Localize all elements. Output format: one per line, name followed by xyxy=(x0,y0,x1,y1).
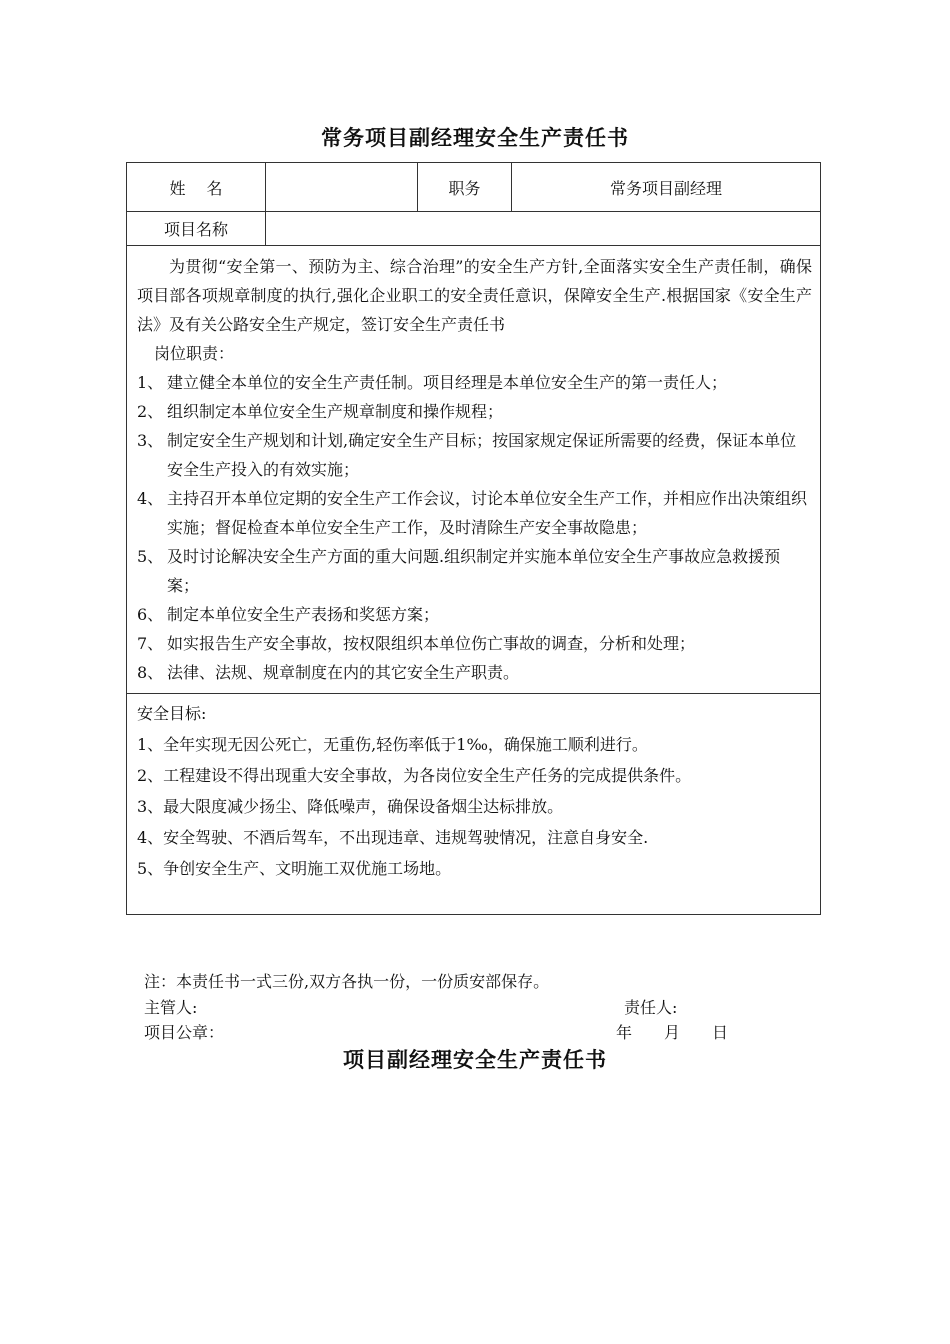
item-text: 主持召开本单位定期的安全生产工作会议，讨论本单位安全生产工作，并相应作出决策组织实施；督促检查本单位安全生产工作，及时清除生产安全事故隐患； xyxy=(167,489,808,537)
position-label: 职务 xyxy=(418,163,512,212)
goal-item: 2、工程建设不得出现重大安全事故，为各岗位安全生产任务的完成提供条件。 xyxy=(137,766,692,785)
goals-heading: 安全目标: xyxy=(137,704,207,723)
list-item xyxy=(137,484,812,542)
second-document-title: 项目副经理安全生产责任书 xyxy=(343,1047,607,1072)
item-number: 4、 xyxy=(137,489,164,508)
document-title: 常务项目副经理安全生产责任书 xyxy=(321,125,629,150)
item-number: 6、 xyxy=(137,605,164,624)
goal-item: 4、安全驾驶、不酒后驾车，不出现违章、违规驾驶情况，注意自身安全. xyxy=(137,828,649,847)
table-row xyxy=(127,246,821,694)
duties-heading: 岗位职责： xyxy=(154,344,235,363)
item-text: 如实报告生产安全事故，按权限组织本单位伤亡事故的调查，分析和处理； xyxy=(167,634,696,653)
item-text: 建立健全本单位的安全生产责任制。项目经理是本单位安全生产的第一责任人； xyxy=(167,373,728,392)
duties-list xyxy=(137,368,812,687)
supervisor-label: 主管人: xyxy=(144,998,198,1017)
item-text: 制定本单位安全生产表扬和奖惩方案； xyxy=(167,605,440,624)
goal-item: 1、全年实现无因公死亡，无重伤,轻伤率低于1‰，确保施工顺利进行。 xyxy=(137,735,648,754)
goal-item: 5、争创安全生产、文明施工双优施工场地。 xyxy=(137,859,452,878)
item-number: 8、 xyxy=(137,663,164,682)
table-row xyxy=(127,163,821,212)
item-text: 法律、法规、规章制度在内的其它安全生产职责。 xyxy=(167,663,520,682)
project-name-value xyxy=(266,212,821,246)
item-number: 7、 xyxy=(137,634,164,653)
list-item xyxy=(137,368,812,397)
list-item xyxy=(137,426,812,484)
responsibility-table xyxy=(126,162,821,915)
goal-item: 3、最大限度减少扬尘、降低噪声，确保设备烟尘达标排放。 xyxy=(137,797,564,816)
position-value: 常务项目副经理 xyxy=(512,163,821,212)
item-number: 1、 xyxy=(137,373,164,392)
project-name-label: 项目名称 xyxy=(127,212,266,246)
table-row xyxy=(127,212,821,246)
responsible-label: 责任人: xyxy=(624,998,678,1017)
item-text: 组织制定本单位安全生产规章制度和操作规程； xyxy=(167,402,504,421)
project-seal-label: 项目公章： xyxy=(144,1023,225,1042)
item-number: 3、 xyxy=(137,431,164,450)
duties-cell xyxy=(127,246,821,694)
item-text: 及时讨论解决安全生产方面的重大问题.组织制定并实施本单位安全生产事故应急救援预案； xyxy=(167,547,781,595)
name-label: 姓 名 xyxy=(127,163,266,212)
list-item xyxy=(137,600,812,629)
list-item xyxy=(137,658,812,687)
list-item xyxy=(137,542,812,600)
list-item xyxy=(137,397,812,426)
item-text: 制定安全生产规划和计划,确定安全生产目标；按国家规定保证所需要的经费，保证本单位安全生产投入的有效实施； xyxy=(167,431,797,479)
item-number: 5、 xyxy=(137,547,164,566)
table-row xyxy=(127,694,821,915)
goals-cell xyxy=(127,694,821,915)
item-number: 2、 xyxy=(137,402,164,421)
list-item xyxy=(137,629,812,658)
name-value xyxy=(266,163,418,212)
note-text: 注：本责任书一式三份,双方各执一份，一份质安部保存。 xyxy=(144,972,550,991)
intro-paragraph: 为贯彻“安全第一、预防为主、综合治理”的安全生产方针,全面落实安全生产责任制，确保项目部各项规章制度的执行,强化企业职工的安全责任意识，保障安全生产.根据国家《安全生产法》及有关公路安全生产规定，签订安全生产责任书 xyxy=(137,257,812,334)
date-field: 年 月 日 xyxy=(616,1023,729,1042)
